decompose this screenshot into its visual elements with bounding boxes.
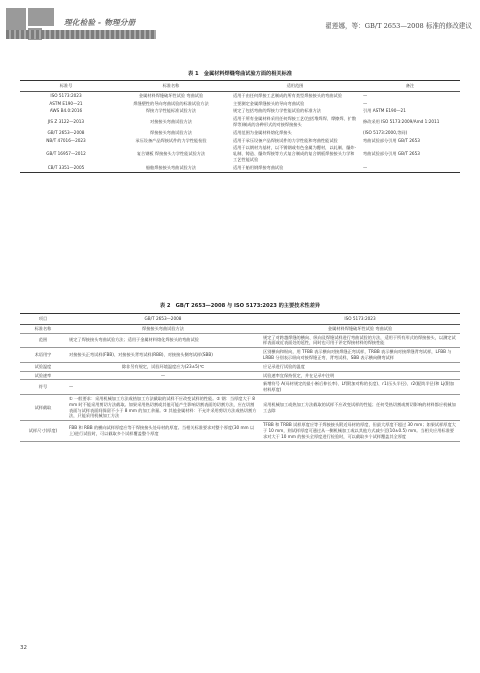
table1-header-cell: 适用范围: [230, 81, 360, 92]
table-cell: —: [360, 164, 460, 172]
table2-header-cell: ISO 5173:2023: [260, 314, 460, 325]
table-cell: 规定了包括弯曲的焊接力学性能试验的标准方法: [233, 108, 321, 114]
table-cell: 金属材料焊缝破坏性试验 弯曲试验: [138, 92, 204, 98]
table-row: [20, 137, 460, 145]
table-cell: ISO 5173:2023: [50, 92, 82, 98]
table-cell: —: [66, 371, 260, 380]
table-row: [20, 348, 460, 363]
table1-header-cell: 标准号: [20, 81, 112, 92]
table-cell: 试验温度: [20, 362, 66, 371]
table-row: [20, 129, 460, 137]
table-cell: 适用于由任何焊接工艺制成的所有类型焊接接头的弯曲试验: [233, 92, 342, 98]
table-cell: 适用于以钢材为基材，以不锈钢或有色金属为覆材，以轧制、爆炸-轧制、铸造、爆炸焊接等方式复合制成的复合钢板焊接接头力学和工艺性能试验: [233, 145, 356, 162]
table-cell: 船舶焊接接头弯曲试验方法: [112, 164, 230, 172]
table-row: [20, 164, 460, 172]
table-row: [20, 362, 460, 371]
table-row: [20, 394, 460, 420]
table-cell: 试验速率: [20, 371, 66, 380]
table-cell: 范围: [20, 333, 66, 348]
table-row: [20, 371, 460, 380]
table-row: [20, 421, 460, 441]
table-cell: 试验速率宜保持恒定，并在记录中注明: [260, 371, 460, 380]
table-cell: 承压设备产品焊接试件的力学性能检验: [135, 137, 207, 143]
table-cell: CB/T 3351—2005: [20, 164, 112, 172]
table-cell: 试样尺寸(厚度): [20, 421, 66, 441]
table-cell: 适用于所有金属材料采用任何焊接工艺(包括堆焊焊、摩擦焊、扩散焊等)制成的各种形式的对接焊接接头: [233, 116, 357, 127]
table-cell: 除非另有规定，试验环境温度应为(23±5)℃: [66, 362, 260, 371]
table-cell: 规定了焊接接头弯曲试验方法；适用于金属材料熔化焊接头的弯曲试验: [66, 333, 260, 348]
journal-logo: [6, 6, 156, 50]
table-cell: GB/T 16957—2012: [46, 151, 86, 157]
table-cell: 焊接接头弯曲试验方法: [66, 324, 260, 333]
table1-header-cell: 备注: [360, 81, 460, 92]
table2-caption: 表 2 GB/T 2653—2008 与 ISO 5173:2023 的主要技术性差异: [159, 303, 321, 309]
table1-caption: 表 1 金属材料焊缝弯曲试验方面的相关标准: [188, 71, 292, 77]
table-cell: 修改采用 ISO 5173:2009/Amd 1:2011: [363, 119, 440, 125]
table-cell: 弯曲试验部分引用 GB/T 2653: [363, 151, 420, 157]
table-cell: 应记录进行试验的温度: [260, 362, 460, 371]
table-cell: 符号: [20, 380, 66, 395]
table-row: [20, 115, 460, 129]
table-cell: TFBB 和 TRBB 试样厚度应等于焊接接头附近母材的厚度，但最大厚度不超过 30 mm；如果试样厚度大于 10 mm，则试样厚度可通过从一侧机械加工或以其他方式减少至(10±0.5) mm。当相关应用标准要求对大于 10 mm 的接头全厚度进行检验时，可以截取多个试样覆盖其全厚度: [260, 421, 460, 441]
table-cell: 采用机械加工或热加工方法截取的试样不应改变试样的性能；任何受热切割或剪切影响的材料都应机械加工去除: [260, 394, 460, 420]
running-head: 翟莲娜，等：GB/T 2653—2008 标准的修改建议: [325, 22, 472, 30]
table2-header-row: [20, 314, 460, 325]
table-row: [20, 324, 460, 333]
table-cell: 对接接头正弯试样(FBB)、对接接头背弯试样(RBB)、对接接头侧弯试样(SBB): [66, 348, 260, 363]
page-number: 32: [20, 645, 27, 651]
table-cell: 对接接头弯曲试验方法: [150, 119, 192, 125]
table-cell: 适用范围为金属材料熔化焊接头: [233, 129, 292, 135]
table-cell: —: [363, 92, 368, 98]
table-cell: 试样截取: [20, 394, 66, 420]
table-cell: 标准名称: [20, 324, 66, 333]
table-cell: JIS Z 3122—2013: [47, 119, 85, 125]
table-cell: 术语用字: [20, 348, 66, 363]
logo-stripe: [6, 30, 156, 39]
journal-name: 理化检验 - 物理分册: [64, 18, 136, 27]
table-cell: —: [66, 380, 260, 395]
table-cell: 复合钢板 焊接接头力学性能试验方法: [136, 151, 206, 157]
table-row: [20, 333, 460, 348]
table1-header-row: [20, 81, 460, 92]
table-row: [20, 144, 460, 163]
table-cell: 引用 ASTM E190—21: [363, 108, 406, 114]
table1: [20, 80, 460, 173]
table-cell: 弯曲试验部分引用 GB/T 2653: [363, 137, 420, 143]
table2-header-cell: 项目: [20, 314, 66, 325]
table-cell: 焊接接头弯曲试验方法: [150, 129, 192, 135]
table-cell: NB/T 47016—2023: [46, 137, 86, 143]
table-cell: 适用于船用钢焊接弯曲试验: [230, 164, 360, 172]
table-cell: 焊接力学性能标准试验方法: [145, 108, 197, 114]
table-cell: 区别横向和纵向，用 TFBB 表示横向对接焊缝正弯试样，TRBB 表示横向对接焊缝背弯试样，LFBB 与 LRBB 分别表示纵向对接焊缝正弯、背弯试样，SBB 表示横向侧弯试样: [260, 348, 460, 363]
table-row: [20, 107, 460, 115]
table-cell: 金属材料焊缝破坏性试验 弯曲试验: [260, 324, 460, 333]
table2: [20, 313, 460, 442]
table1-header-cell: 标准名称: [112, 81, 230, 92]
table-row: [20, 91, 460, 99]
table-cell: ASTM E190—21: [49, 100, 83, 106]
table-cell: 主要测定金属焊缝接头的导向弯曲试验: [233, 100, 305, 106]
table-cell: AWS B4.0:2016: [49, 108, 83, 114]
table-row: [20, 100, 460, 108]
table2-header-cell: GB/T 2653—2008: [66, 314, 260, 325]
table-cell: 焊缝塑性的导向弯曲试验的标准试验方法: [133, 100, 209, 106]
table-cell: FBB 和 RBB 的横向试样厚度应等于焊接接头处母材的厚度。当相关标准要求对整个厚度(30 mm 以上)进行试验时，可以截取多个试样覆盖整个厚度: [66, 421, 260, 441]
table-cell: 规定了对跨越焊缝的横向、纵向及焊缝试样进行弯曲试验的方法，适用于所有形式的焊接接头，以测定试样表面或近表面处的延性，同时也可用于评定焊接材料的焊接性能: [260, 333, 460, 348]
table-cell: 适用于承压设备产品焊接试件的力学性能和弯曲性能试验: [233, 137, 338, 143]
table-cell: ① 一般要求：采用机械加工方法或热加工方法截取的试样不应改变试样的性能。② 钢：当厚度大于 8 mm 时不能采用剪切方法截取。如果采用热切割或其他可能产生影响切割表面的切割方法，应在切割表面与试样表面间保留不小于 8 mm 的加工余量。③ 其他金属材料：不允许采用剪切方法或热切割方法，只能采用机械加工方法: [66, 394, 260, 420]
table-cell: —: [363, 100, 368, 106]
table-cell: (ISO 5173:2000,等同): [363, 129, 408, 135]
table-cell: 新增符号 A(母材规定的最小断后伸长率)、Lf(附加对称的长度)、r1(压头半径)、r2(辊筒半径)和 Lj(附加材料厚度): [260, 380, 460, 395]
table-row: [20, 380, 460, 395]
table-cell: GB/T 2653—2008: [47, 129, 85, 135]
